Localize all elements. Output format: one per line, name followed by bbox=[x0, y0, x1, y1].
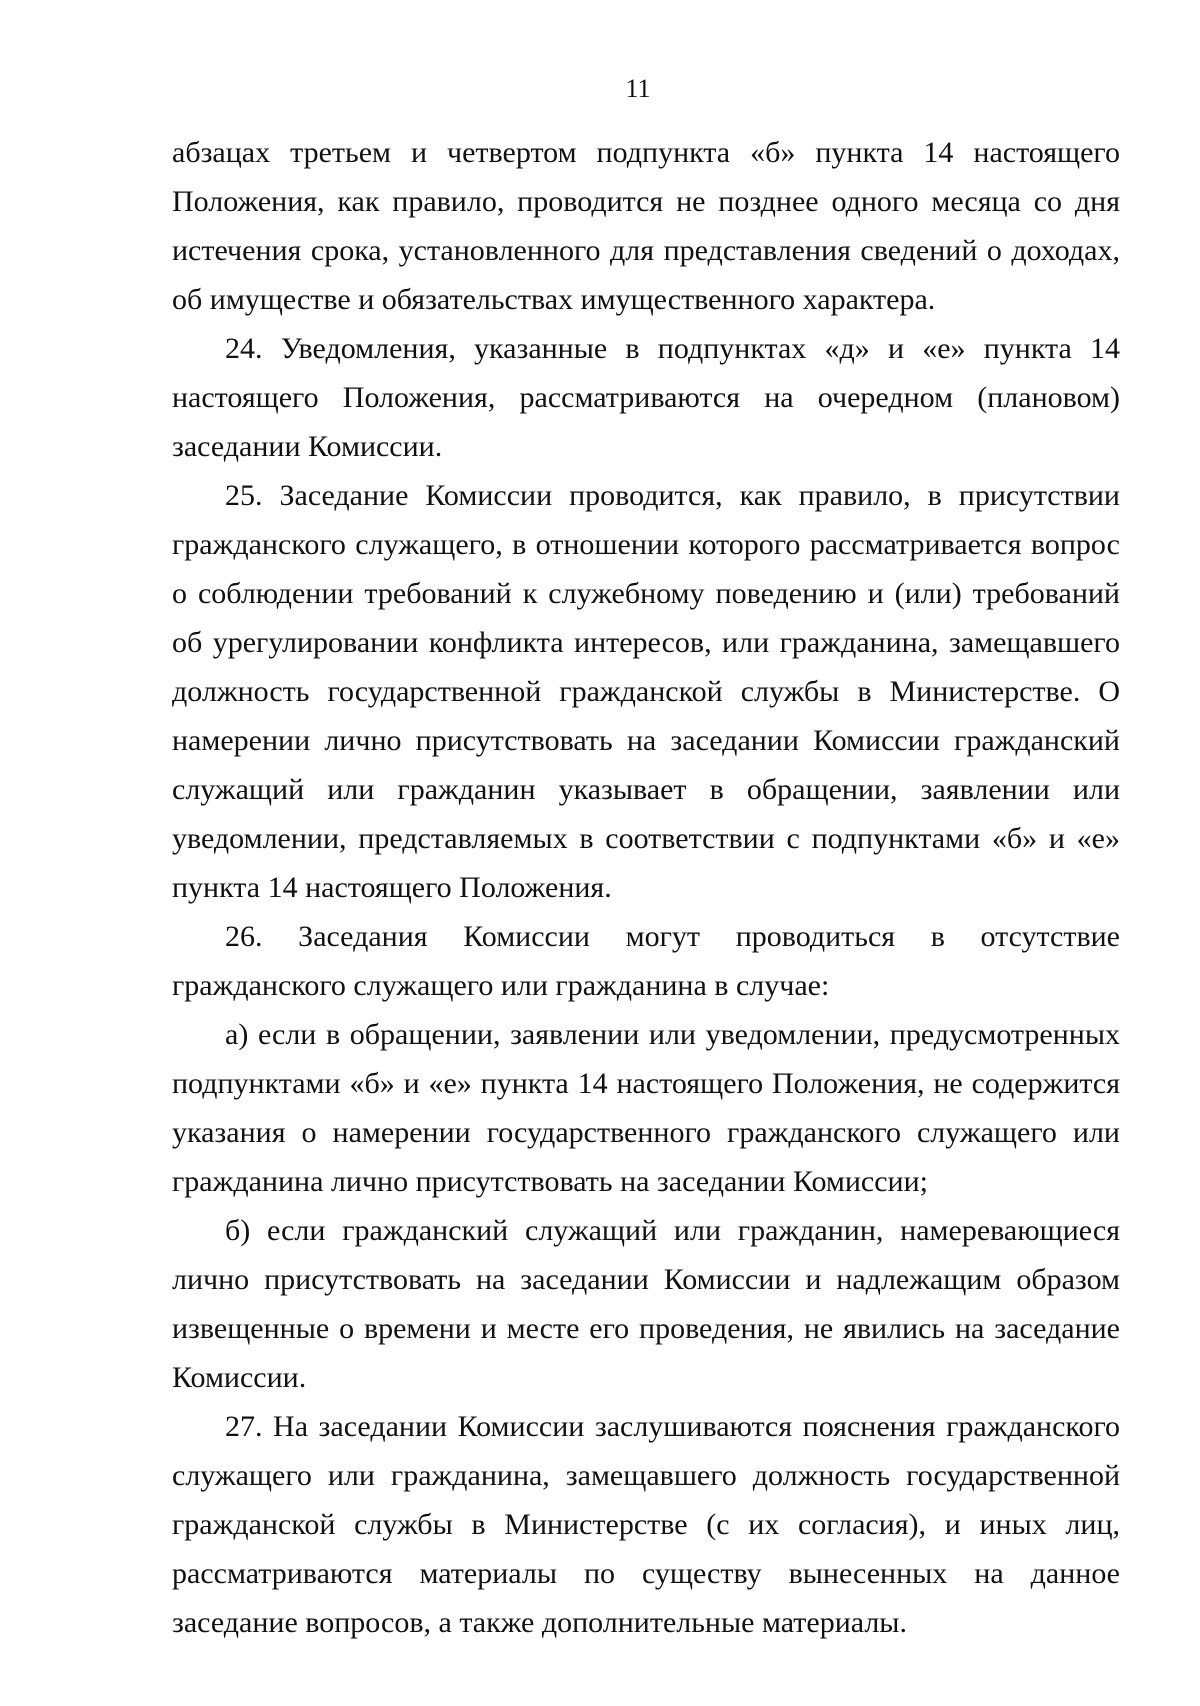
paragraph-item-26-a: а) если в обращении, заявлении или уведомлении, предусмотренных подпунктами «б» и «е» пункта 14 настоящего Положения, не содержится указания о намерении государственного гражданского служащего или гражданина лично присутствовать на заседании Комиссии; bbox=[172, 1018, 1120, 1198]
page-number: 11 bbox=[625, 74, 651, 103]
paragraph-item-26-b: б) если гражданский служащий или гражданин, намеревающиеся лично присутствовать на заседании Комиссии и надлежащим образом извещенные о времени и месте его проведения, не явились на заседание Комиссии. bbox=[172, 1214, 1120, 1394]
paragraph-item-26: 26. Заседания Комиссии могут проводиться в отсутствие гражданского служащего или гражданина в случае: bbox=[172, 920, 1120, 1002]
paragraph-item-25: 25. Заседание Комиссии проводится, как правило, в присутствии гражданского служащего, в отношении которого рассматривается вопрос о соблюдении требований к служебному поведению и (или) требований об урегулировании конфликта интересов, или гражданина, замещавшего должность государственной гражданской службы в Министерстве. О намерении лично присутствовать на заседании Комиссии гражданский служащий или гражданин указывает в обращении, заявлении или уведомлении, представляемых в соответствии с подпунктами «б» и «е» пункта 14 настоящего Положения. bbox=[172, 479, 1120, 904]
paragraph-continuation: абзацах третьем и четвертом подпункта «б» пункта 14 настоящего Положения, как правило, проводится не позднее одного месяца со дня истечения срока, установленного для представления сведений о доходах, об имуществе и обязательствах имущественного характера. bbox=[172, 136, 1120, 316]
document-body bbox=[172, 128, 1120, 1647]
paragraph-item-24: 24. Уведомления, указанные в подпунктах «д» и «е» пункта 14 настоящего Положения, рассматриваются на очередном (плановом) заседании Комиссии. bbox=[172, 332, 1120, 463]
paragraph-item-27: 27. На заседании Комиссии заслушиваются пояснения гражданского служащего или гражданина, замещавшего должность государственной гражданской службы в Министерстве (с их согласия), и иных лиц, рассматриваются материалы по существу вынесенных на данное заседание вопросов, а также дополнительные материалы. bbox=[172, 1410, 1120, 1639]
